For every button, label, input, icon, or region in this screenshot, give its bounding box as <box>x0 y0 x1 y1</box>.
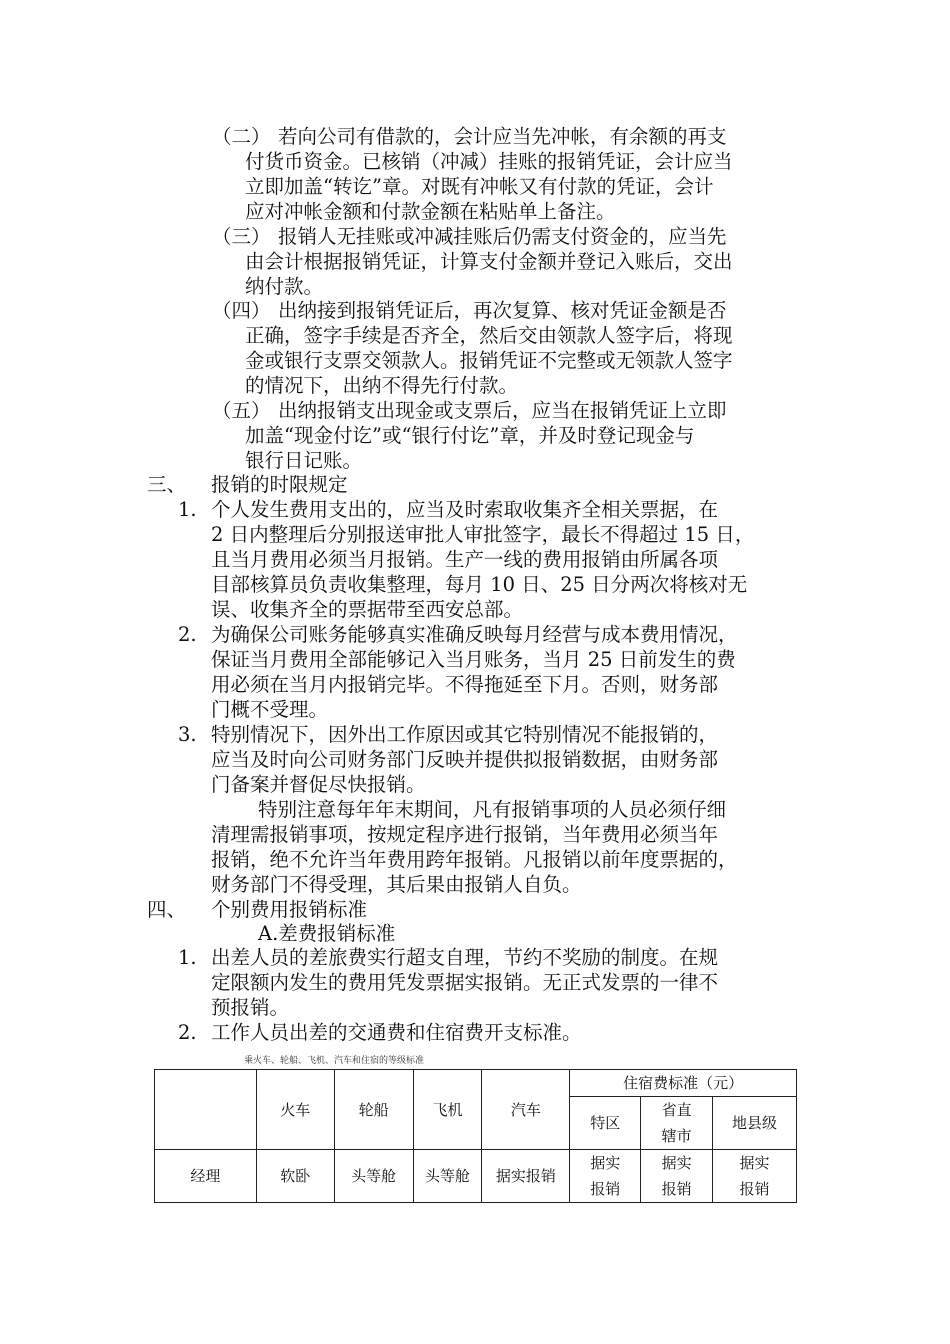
list-number: 2. <box>178 1021 197 1044</box>
list-number: 3. <box>178 723 197 746</box>
cell-line: 辖市 <box>661 1127 692 1145</box>
note-line: 特别注意每年年末期间，凡有报销事项的人员必须仔细 <box>258 798 727 821</box>
list-number: 2. <box>178 623 197 646</box>
section-number: 四、 <box>147 898 187 921</box>
cell-lodging-province <box>641 1150 713 1203</box>
paragraph-line: 出纳报销支出现金或支票后，应当在报销凭证上立即 <box>278 399 727 422</box>
section-title: 个别费用报销标准 <box>211 898 368 921</box>
cell-line: 报销 <box>739 1180 770 1198</box>
header-lodging-sez: 特区 <box>570 1097 641 1150</box>
paragraph-line: 若向公司有借款的，会计应当先冲帐，有余额的再支 <box>278 125 727 148</box>
header-lodging-province <box>641 1097 713 1150</box>
cell-line: 报销 <box>661 1180 692 1198</box>
paragraph-line: 用必须在当月内报销完毕。不得拖延至下月。否则，财务部 <box>211 673 719 696</box>
paragraph-line: 金或银行支票交领款人。报销凭证不完整或无领款人签字 <box>245 349 733 372</box>
subsection-title: A.差费报销标准 <box>258 922 396 945</box>
paragraph-line: 出纳接到报销凭证后，再次复算、核对凭证金额是否 <box>278 299 727 322</box>
header-ship: 轮船 <box>334 1070 413 1150</box>
item-marker: （二） <box>212 125 271 148</box>
item-marker: （五） <box>212 399 271 422</box>
travel-standards-table <box>154 1069 797 1203</box>
paragraph-line: 且当月费用必须当月报销。生产一线的费用报销由所属各项 <box>211 548 719 571</box>
header-plane: 飞机 <box>413 1070 482 1150</box>
table-row <box>155 1150 797 1203</box>
cell-line: 据实 <box>661 1154 692 1172</box>
item-marker: （三） <box>212 225 271 248</box>
cell-line: 据实 <box>739 1154 770 1172</box>
row-label: 经理 <box>155 1150 257 1203</box>
paragraph-line: 纳付款。 <box>245 275 324 298</box>
list-number: 1. <box>178 498 197 521</box>
header-lodging-county: 地县级 <box>713 1097 797 1150</box>
header-lodging: 住宿费标准（元） <box>570 1070 797 1097</box>
paragraph-line: 正确，签字手续是否齐全，然后交由领款人签字后，将现 <box>245 324 733 347</box>
paragraph-line: 为确保公司账务能够真实准确反映每月经营与成本费用情况， <box>211 623 738 646</box>
paragraph-line: 应对冲帐金额和付款金额在粘贴单上备注。 <box>245 200 616 223</box>
paragraph-line: 个人发生费用支出的，应当及时索取收集齐全相关票据，在 <box>211 498 719 521</box>
cell-line: 省直 <box>661 1101 692 1119</box>
paragraph-line: 特别情况下，因外出工作原因或其它特别情况不能报销的， <box>211 723 719 746</box>
paragraph-line: 付货币资金。已核销（冲减）挂账的报销凭证，会计应当 <box>245 150 733 173</box>
cell-line: 据实 <box>590 1154 621 1172</box>
cell-plane: 头等舱 <box>413 1150 482 1203</box>
cell-car: 据实报销 <box>482 1150 570 1203</box>
cell-train: 软卧 <box>256 1150 334 1203</box>
paragraph-line: 预报销。 <box>211 996 290 1019</box>
note-line: 财务部门不得受理，其后果由报销人自负。 <box>211 873 582 896</box>
paragraph-line: 误、收集齐全的票据带至西安总部。 <box>211 598 524 621</box>
item-marker: （四） <box>212 299 271 322</box>
cell-ship: 头等舱 <box>334 1150 413 1203</box>
cell-lodging-sez <box>570 1150 641 1203</box>
paragraph-line: 目部核算员负责收集整理，每月 10 日、25 日分两次将核对无 <box>211 573 748 596</box>
paragraph-line: 报销人无挂账或冲减挂账后仍需支付资金的，应当先 <box>278 225 727 248</box>
header-car: 汽车 <box>482 1070 570 1150</box>
paragraph-line: 工作人员出差的交通费和住宿费开支标准。 <box>211 1021 582 1044</box>
header-blank-cell <box>155 1070 257 1150</box>
paragraph-line: 加盖“现金付讫”或“银行付讫”章，并及时登记现金与 <box>245 424 695 447</box>
paragraph-line: 的情况下，出纳不得先行付款。 <box>245 374 519 397</box>
list-number: 1. <box>178 946 197 969</box>
paragraph-line: 应当及时向公司财务部门反映并提供拟报销数据，由财务部 <box>211 748 719 771</box>
paragraph-line: 定限额内发生的费用凭发票据实报销。无正式发票的一律不 <box>211 971 719 994</box>
paragraph-line: 由会计根据报销凭证，计算支付金额并登记入账后，交出 <box>245 250 733 273</box>
table-caption: 乘火车、轮船、飞机、汽车和住宿的等级标准 <box>244 1056 425 1066</box>
paragraph-line: 2 日内整理后分别报送审批人审批签字，最长不得超过 15 日， <box>211 523 755 546</box>
section-number: 三、 <box>147 473 187 496</box>
paragraph-line: 门概不受理。 <box>211 698 329 721</box>
paragraph-line: 银行日记账。 <box>245 449 363 472</box>
cell-lodging-county <box>713 1150 797 1203</box>
note-line: 报销，绝不允许当年费用跨年报销。凡报销以前年度票据的， <box>211 848 738 871</box>
paragraph-line: 门备案并督促尽快报销。 <box>211 773 426 796</box>
paragraph-line: 保证当月费用全部能够记入当月账务，当月 25 日前发生的费 <box>211 648 736 671</box>
paragraph-line: 出差人员的差旅费实行超支自理，节约不奖励的制度。在规 <box>211 946 719 969</box>
paragraph-line: 立即加盖“转讫”章。对既有冲帐又有付款的凭证，会计 <box>245 175 714 198</box>
cell-line: 报销 <box>590 1180 621 1198</box>
section-title: 报销的时限规定 <box>211 473 348 496</box>
note-line: 清理需报销事项，按规定程序进行报销，当年费用必须当年 <box>211 823 719 846</box>
header-train: 火车 <box>256 1070 334 1150</box>
